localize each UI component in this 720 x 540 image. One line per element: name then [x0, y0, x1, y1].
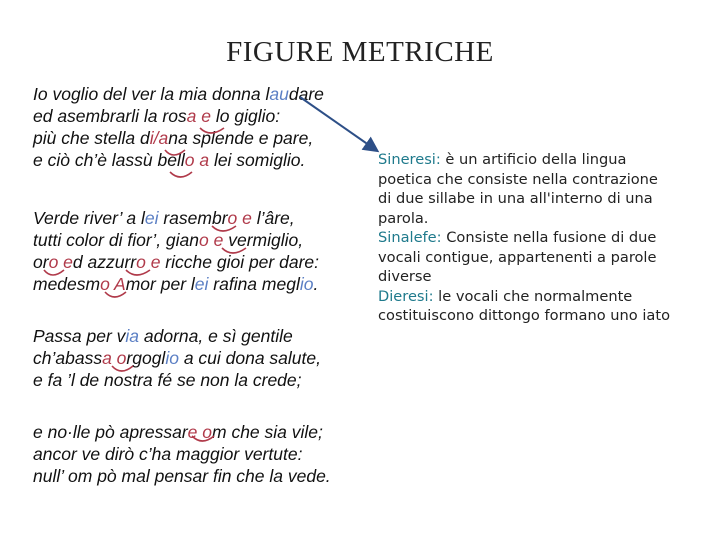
annotation-arrow: [300, 97, 376, 150]
poem-line: Io voglio del ver la mia donna laudare: [33, 84, 324, 104]
poem-line: ancor ve dirò c’ha maggior vertute:: [33, 444, 303, 464]
definition-dieresi: le vocali che normalmente costituiscono dittongo formano uno iato: [378, 287, 671, 324]
term-sineresi: Sineresi:: [378, 151, 441, 168]
poem-line: Passa per via adorna, e sì gentile: [33, 326, 293, 346]
page-title: FIGURE METRICHE: [226, 36, 494, 68]
term-dieresi: Dieresi:: [378, 287, 434, 305]
sinalefe-arc: [222, 248, 246, 253]
sinalefe-arc: [212, 226, 236, 231]
poem-line: tutti color di fior’, giano e vermiglio,: [33, 230, 304, 250]
poem-line: ed asembrarli la rosa e lo giglio:: [33, 106, 281, 126]
definition-sineresi: è un artificio della lingua poetica che consiste nella contrazione di due sillabe in una all'interno di una parola.: [378, 151, 658, 227]
sinalefe-arc: [192, 436, 214, 441]
poem-line: e fa ’l de nostra fé se non la crede;: [33, 370, 302, 390]
poem-line: Verde river’ a lei rasembro e l’âre,: [33, 208, 295, 228]
sinalefe-arc: [105, 292, 126, 297]
poem-line: e no·lle pò apressare om che sia vile;: [33, 422, 323, 442]
sinalefe-arc: [44, 270, 64, 275]
poem-line: più che stella di/ana splende e pare,: [33, 128, 314, 148]
definition-sinalefe: Consiste nella fusione di due vocali contigue, appartenenti a parole diverse: [378, 229, 657, 285]
poem-line: medesmo Amor per lei rafina meglio.: [33, 274, 319, 294]
poem-line: e ciò ch’è lassù bello a lei somiglio.: [33, 150, 306, 170]
poem-line: oro ed azzurro e ricche gioi per dare:: [33, 252, 319, 272]
sinalefe-arc: [112, 366, 133, 371]
poem-line: null’ om pò mal pensar fin che la vede.: [33, 466, 331, 486]
definitions-box: [378, 150, 673, 326]
sinalefe-arc: [200, 128, 224, 133]
dieresi-arc: [165, 150, 185, 155]
sinalefe-arc: [170, 172, 192, 177]
poem-line: ch’abassa orgoglio a cui dona salute,: [33, 348, 321, 368]
sinalefe-arc: [126, 270, 150, 275]
term-sinalefe: Sinalefe:: [378, 229, 442, 246]
